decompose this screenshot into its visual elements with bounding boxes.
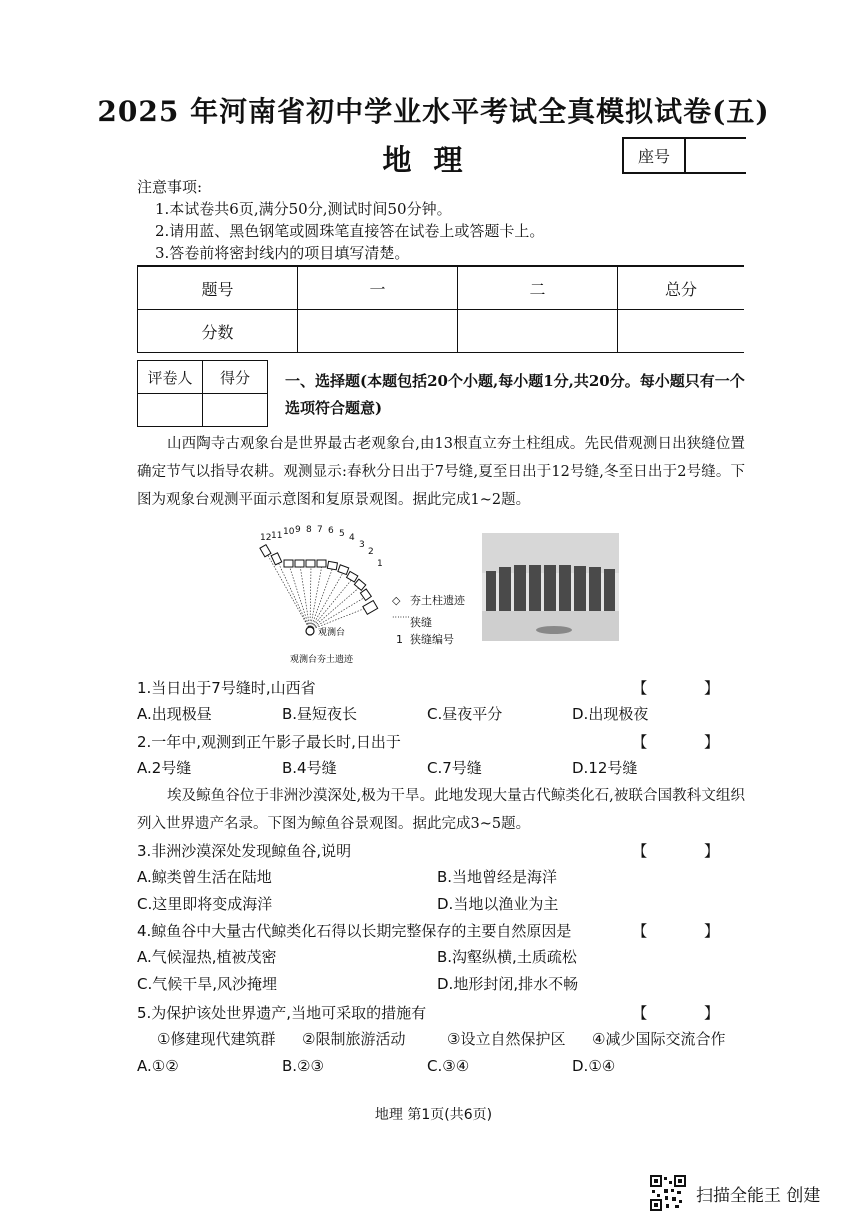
page-footer: 地理 第1页(共6页) [374, 1107, 493, 1123]
seat-number-box [622, 137, 746, 174]
legend-slit-icon: ······· [392, 613, 410, 622]
legend-row [392, 592, 465, 609]
note-item: 3.答卷前将密封线内的项目填写清楚。 [155, 244, 410, 262]
option[interactable]: A.①② [137, 1057, 179, 1075]
score-header-cell: 题号 [138, 266, 298, 310]
option[interactable]: B.4号缝 [282, 759, 337, 777]
slit-number: 2 [368, 547, 374, 557]
seat-blank[interactable] [686, 139, 746, 172]
note-item: 1.本试卷共6页,满分50分,测试时间50分钟。 [155, 200, 452, 218]
note-item: 2.请用蓝、黑色钢笔或圆珠笔直接答在试卷上或答题卡上。 [155, 222, 545, 240]
score-header-cell: 二 [458, 266, 618, 310]
question-2 [137, 729, 745, 782]
seat-label: 座号 [624, 139, 686, 172]
answer-bracket[interactable]: 【 】 [632, 842, 745, 860]
legend-text: 狭缝编号 [410, 633, 454, 646]
reconstruction-photo [482, 533, 619, 641]
slit-number: 10 [283, 527, 295, 537]
choice: ④减少国际交流合作 [592, 1030, 726, 1048]
score-header-cell: 一 [298, 266, 458, 310]
option-row [137, 864, 745, 891]
answer-bracket[interactable]: 【 】 [632, 733, 745, 751]
legend-number-icon: 1 [396, 633, 403, 646]
option[interactable]: B.沟壑纵横,土质疏松 [437, 948, 577, 966]
choice: ①修建现代建筑群 [157, 1030, 276, 1048]
slit-number: 6 [328, 526, 334, 536]
question-3 [137, 838, 745, 918]
question-stem: 2.一年中,观测到正午影子最长时,日出于 [137, 733, 401, 751]
option[interactable]: C.气候干旱,风沙掩埋 [137, 975, 278, 993]
score-row-label: 分数 [138, 310, 298, 353]
legend-text: 夯土柱遗迹 [410, 594, 465, 607]
option[interactable]: A.气候湿热,植被茂密 [137, 948, 277, 966]
legend-text: 狭缝 [410, 616, 432, 629]
option[interactable]: A.出现极昼 [137, 705, 212, 723]
option[interactable]: C.③④ [427, 1057, 470, 1075]
subject-title: 地理 [382, 143, 485, 177]
slit-number: 4 [349, 533, 355, 543]
option[interactable]: B.当地曾经是海洋 [437, 868, 558, 886]
observatory-marker [306, 627, 314, 635]
option-row [137, 971, 745, 998]
choice: ③设立自然保护区 [447, 1030, 566, 1048]
option-row [137, 944, 745, 971]
legend-row [392, 609, 465, 631]
score-header-cell: 总分 [618, 266, 745, 310]
pillars [260, 545, 378, 615]
passage-2: 埃及鲸鱼谷位于非洲沙漠深处,极为干旱。此地发现大量古代鲸类化石,被联合国教科文组织列入世界遗产名录。下图为鲸鱼谷景观图。据此完成3~5题。 [137, 788, 745, 832]
section-heading: 一、选择题(本题包括20个小题,每小题1分,共20分。每小题只有一个选项符合题意) [285, 372, 745, 417]
slit-number: 8 [306, 525, 312, 535]
option[interactable]: A.2号缝 [137, 759, 192, 777]
score-blank-cell[interactable] [458, 310, 618, 353]
question-4 [137, 918, 745, 998]
slit-number: 3 [359, 540, 365, 550]
question-5 [137, 1000, 745, 1080]
choice-row [137, 1026, 745, 1053]
question-stem: 4.鲸鱼谷中大量古代鲸类化石得以长期完整保存的主要自然原因是 [137, 922, 572, 940]
slit-number: 1 [377, 559, 383, 569]
option-row [137, 701, 745, 728]
answer-bracket[interactable]: 【 】 [632, 922, 745, 940]
legend-row [392, 631, 465, 648]
option[interactable]: D.出现极夜 [572, 705, 649, 723]
option[interactable]: D.12号缝 [572, 759, 638, 777]
grader-score-label: 得分 [203, 361, 268, 394]
grader-blank[interactable] [138, 394, 203, 427]
notes-heading: 注意事项: [137, 178, 203, 196]
option-row [137, 1053, 745, 1080]
scanner-text: 扫描全能王 创建 [696, 1185, 821, 1206]
legend-pillar-icon: ◇ [392, 594, 401, 607]
slit-number: 7 [317, 525, 323, 535]
slit-number: 9 [295, 525, 301, 535]
option[interactable]: C.7号缝 [427, 759, 482, 777]
answer-bracket[interactable]: 【 】 [632, 1004, 745, 1022]
passage-1: 山西陶寺古观象台是世界最古老观象台,由13根直立夯土柱组成。先民借观测日出狭缝位置确定节气以指导农耕。观测显示:春秋分日出于7号缝,夏至日出于12号缝,冬至日出于2号缝。下图为观象台观测平面示意图和复原景观图。据此完成1~2题。 [137, 436, 745, 508]
option[interactable]: B.②③ [282, 1057, 324, 1075]
score-blank-cell[interactable] [298, 310, 458, 353]
score-table [137, 265, 744, 353]
exam-title: 2025 年河南省初中学业水平考试全真模拟试卷(五) [97, 95, 770, 128]
option[interactable]: C.昼夜平分 [427, 705, 503, 723]
question-stem: 5.为保护该处世界遗产,当地可采取的措施有 [137, 1004, 427, 1022]
option[interactable]: D.①④ [572, 1057, 616, 1075]
slit-number: 5 [339, 529, 345, 539]
option[interactable]: B.昼短夜长 [282, 705, 358, 723]
qr-code-icon [650, 1175, 686, 1211]
option[interactable]: C.这里即将变成海洋 [137, 895, 273, 913]
grader-label: 评卷人 [138, 361, 203, 394]
answer-bracket[interactable]: 【 】 [632, 679, 745, 697]
question-stem: 1.当日出于7号缝时,山西省 [137, 679, 316, 697]
observatory-label: 观测台 [318, 628, 346, 638]
slit-number: 11 [271, 531, 283, 541]
figure-legend [392, 592, 465, 648]
question-1 [137, 675, 745, 728]
option[interactable]: D.当地以渔业为主 [437, 895, 559, 913]
question-stem: 3.非洲沙漠深处发现鲸鱼谷,说明 [137, 842, 352, 860]
notes [137, 176, 544, 264]
option-row [137, 891, 745, 918]
option-row [137, 755, 745, 782]
choice: ②限制旅游活动 [302, 1030, 406, 1048]
option[interactable]: D.地形封闭,排水不畅 [437, 975, 579, 993]
figure-caption: 观测台夯土遗迹 [290, 655, 354, 665]
grader-table [137, 360, 268, 427]
grader-score-blank[interactable] [203, 394, 268, 427]
slit-number: 12 [260, 533, 272, 543]
score-blank-cell[interactable] [618, 310, 745, 353]
option[interactable]: A.鲸类曾生活在陆地 [137, 868, 272, 886]
scanner-watermark [650, 1175, 820, 1211]
